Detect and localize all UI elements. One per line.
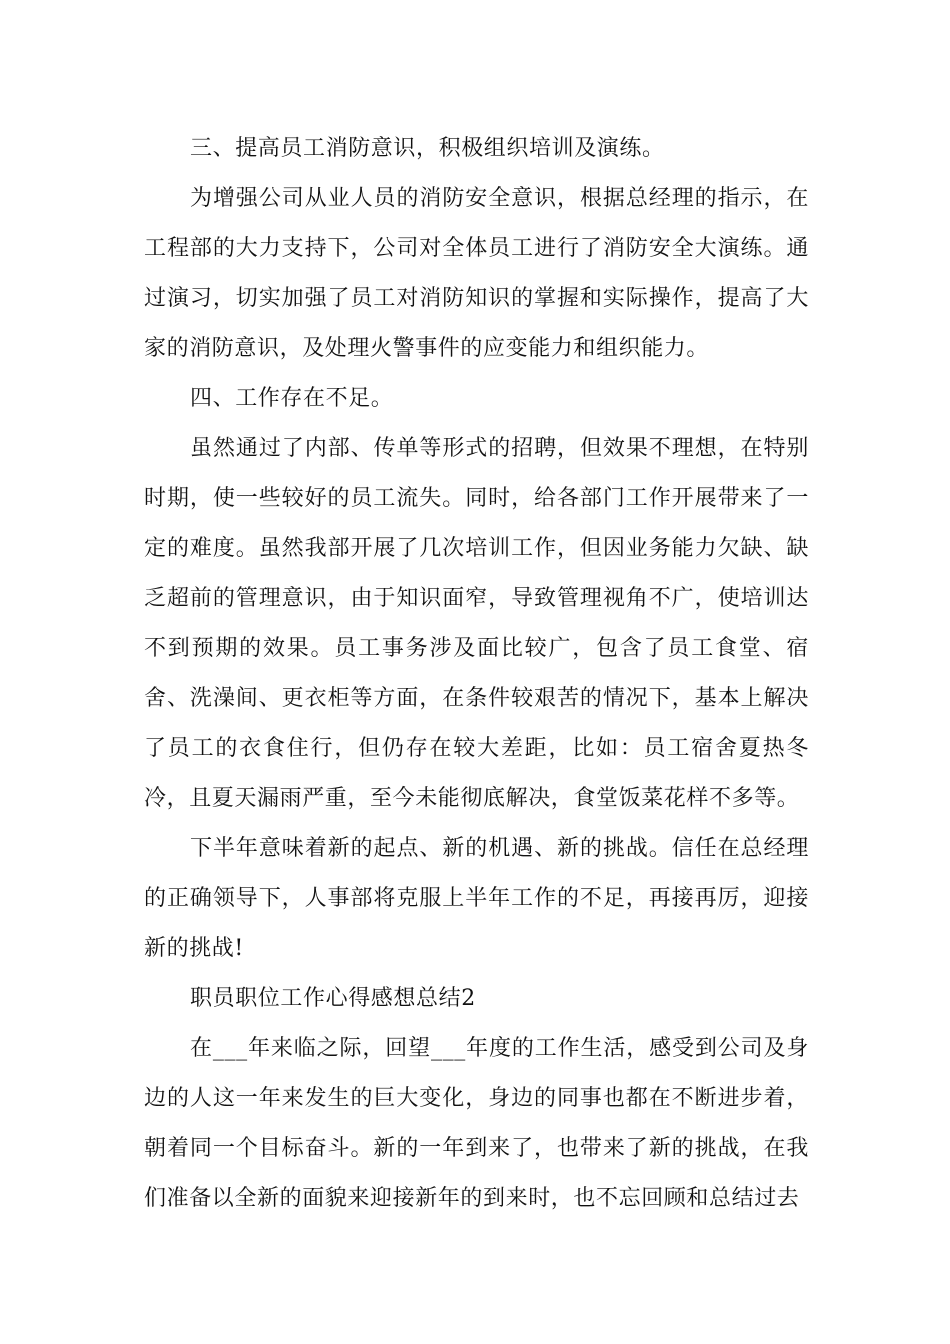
paragraph-fire-drill: 为增强公司从业人员的消防安全意识，根据总经理的指示，在工程部的大力支持下，公司对全体员工进行了消防安全大演练。通过演习，切实加强了员工对消防知识的掌握和实际操作，提高了大家的消防意识，及处理火警事件的应变能力和组织能力。 bbox=[144, 186, 809, 361]
paragraph-shortcomings: 虽然通过了内部、传单等形式的招聘，但效果不理想，在特别时期，使一些较好的员工流失。同时，给各部门工作开展带来了一定的难度。虽然我部开展了几次培训工作，但因业务能力欠缺、缺乏超前的管理意识，由于知识面窄，导致管理视角不广，使培训达不到预期的效果。员工事务涉及面比较广，包含了员工食堂、宿舍、洗澡间、更衣柜等方面，在条件较艰苦的情况下，基本上解决了员工的衣食住行，但仍存在较大差距，比如：员工宿舍夏热冬冷，且夏天漏雨严重，至今未能彻底解决，食堂饭菜花样不多等。 bbox=[144, 436, 809, 811]
section-heading-3: 三、提高员工消防意识，积极组织培训及演练。 bbox=[190, 136, 665, 161]
paragraph-second-half: 下半年意味着新的起点、新的机遇、新的挑战。信任在总经理的正确领导下，人事部将克服上半年工作的不足，再接再厉，迎接新的挑战! bbox=[144, 836, 809, 961]
article-title-2: 职员职位工作心得感想总结2 bbox=[190, 986, 476, 1011]
document-body bbox=[144, 124, 809, 1224]
paragraph-new-year: 在___年来临之际，回望___年度的工作生活，感受到公司及身边的人这一年来发生的巨大变化，身边的同事也都在不断进步着，朝着同一个目标奋斗。新的一年到来了，也带来了新的挑战，在我们准备以全新的面貌来迎接新年的到来时，也不忘回顾和总结过去 bbox=[144, 1036, 809, 1211]
section-heading-4: 四、工作存在不足。 bbox=[190, 386, 394, 411]
